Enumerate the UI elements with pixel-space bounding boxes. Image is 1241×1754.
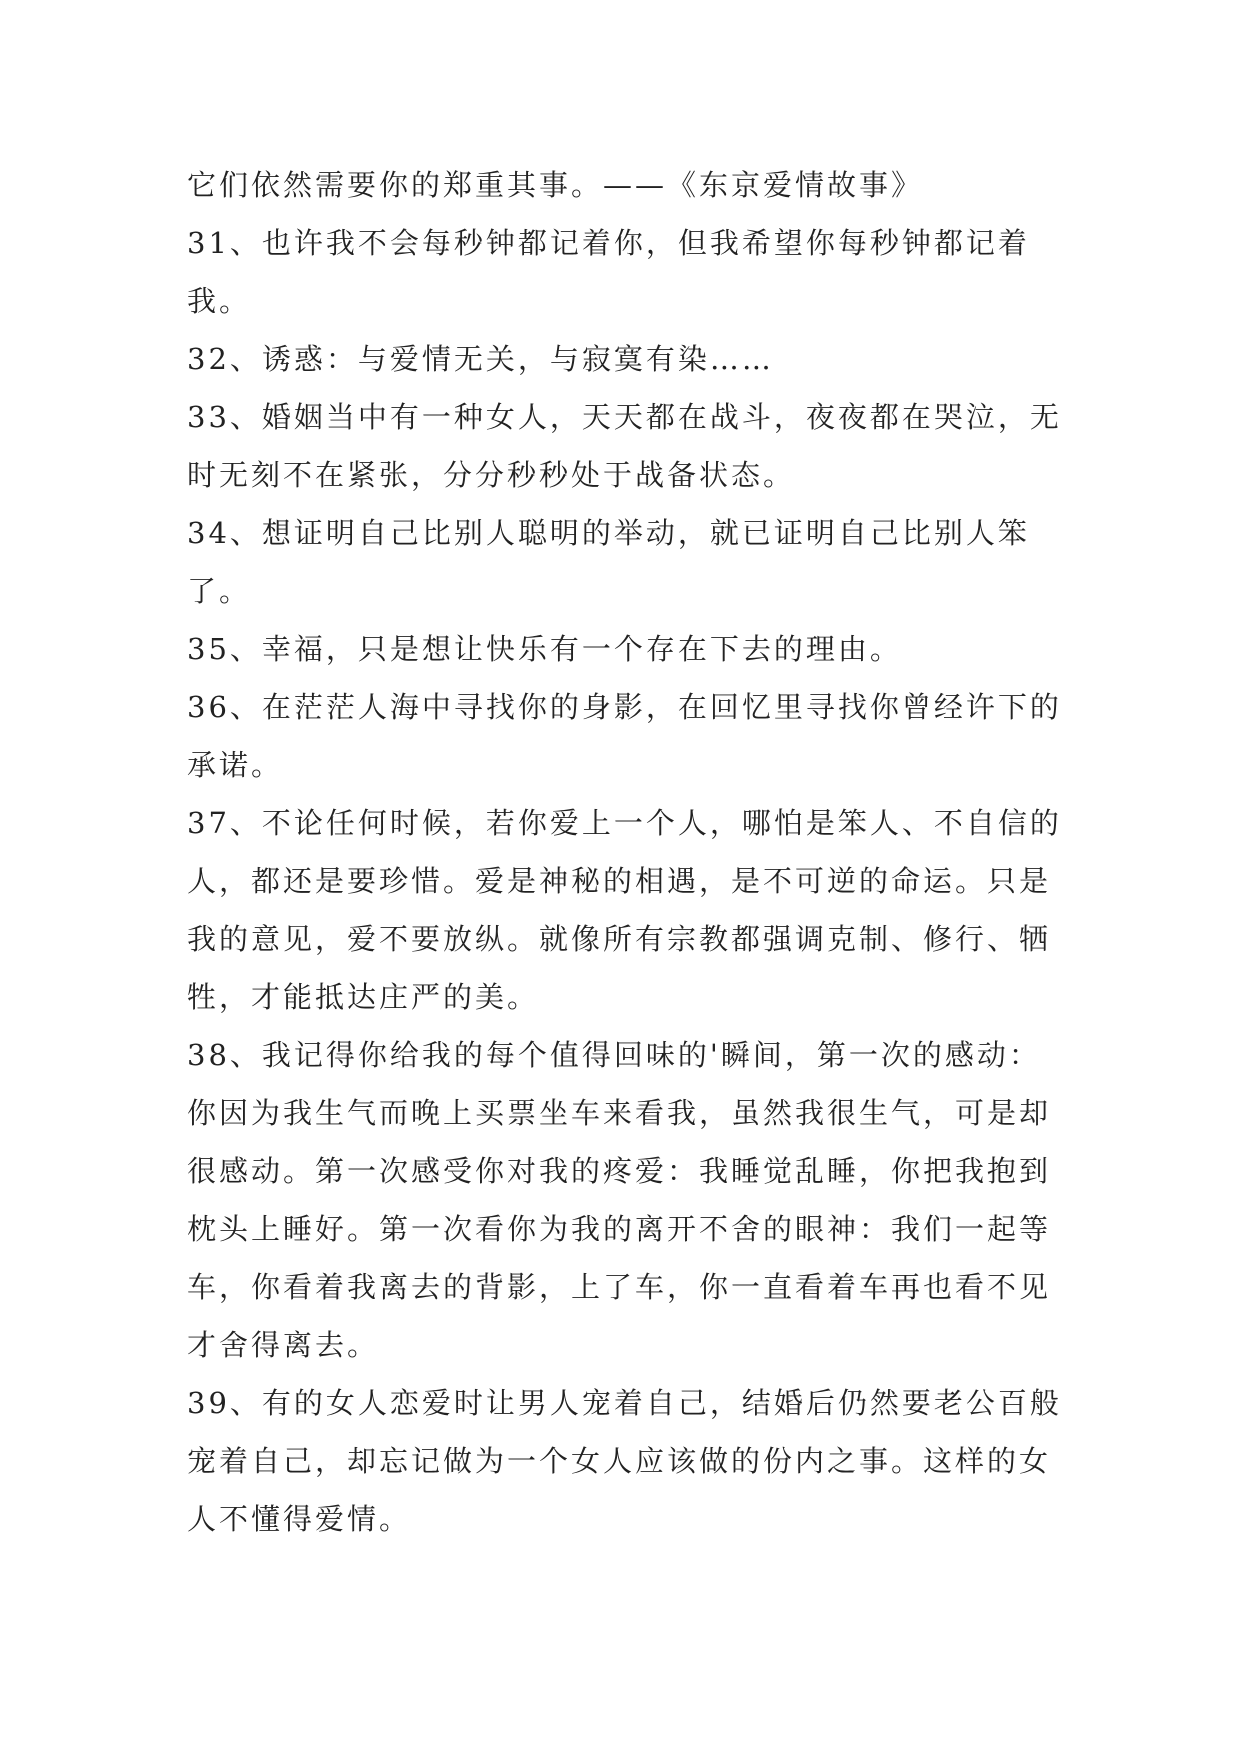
paragraph-intro-quote: 它们依然需要你的郑重其事。——《东京爱情故事》 <box>187 168 924 202</box>
paragraph-34: 34、想证明自己比别人聪明的举动，就已证明自己比别人笨了。 <box>187 516 1030 608</box>
paragraph-33: 33、婚姻当中有一种女人，天天都在战斗，夜夜都在哭泣，无时无刻不在紧张，分分秒秒处于战备状态。 <box>187 400 1062 492</box>
paragraph-38: 38、我记得你给我的每个值得回味的'瞬间，第一次的感动：你因为我生气而晚上买票坐车来看我，虽然我很生气，可是却很感动。第一次感受你对我的疼爱：我睡觉乱睡，你把我抱到枕头上睡好。第一次看你为我的离开不舍的眼神：我们一起等车，你看着我离去的背影，上了车，你一直看着车再也看不见才舍得离去。 <box>187 1038 1052 1362</box>
paragraph-37: 37、不论任何时候，若你爱上一个人，哪怕是笨人、不自信的人，都还是要珍惜。爱是神秘的相遇，是不可逆的命运。只是我的意见，爱不要放纵。就像所有宗教都强调克制、修行、牺牲，才能抵达庄严的美。 <box>187 806 1062 1014</box>
document-body <box>187 156 1067 1548</box>
paragraph-39: 39、有的女人恋爱时让男人宠着自己，结婚后仍然要老公百般宠着自己，却忘记做为一个女人应该做的份内之事。这样的女人不懂得爱情。 <box>187 1386 1062 1536</box>
paragraph-31: 31、也许我不会每秒钟都记着你，但我希望你每秒钟都记着我。 <box>187 226 1030 318</box>
paragraph-36: 36、在茫茫人海中寻找你的身影，在回忆里寻找你曾经许下的承诺。 <box>187 690 1062 782</box>
paragraph-35: 35、幸福，只是想让快乐有一个存在下去的理由。 <box>187 632 902 666</box>
paragraph-32: 32、诱惑：与爱情无关，与寂寞有染…… <box>187 342 774 376</box>
